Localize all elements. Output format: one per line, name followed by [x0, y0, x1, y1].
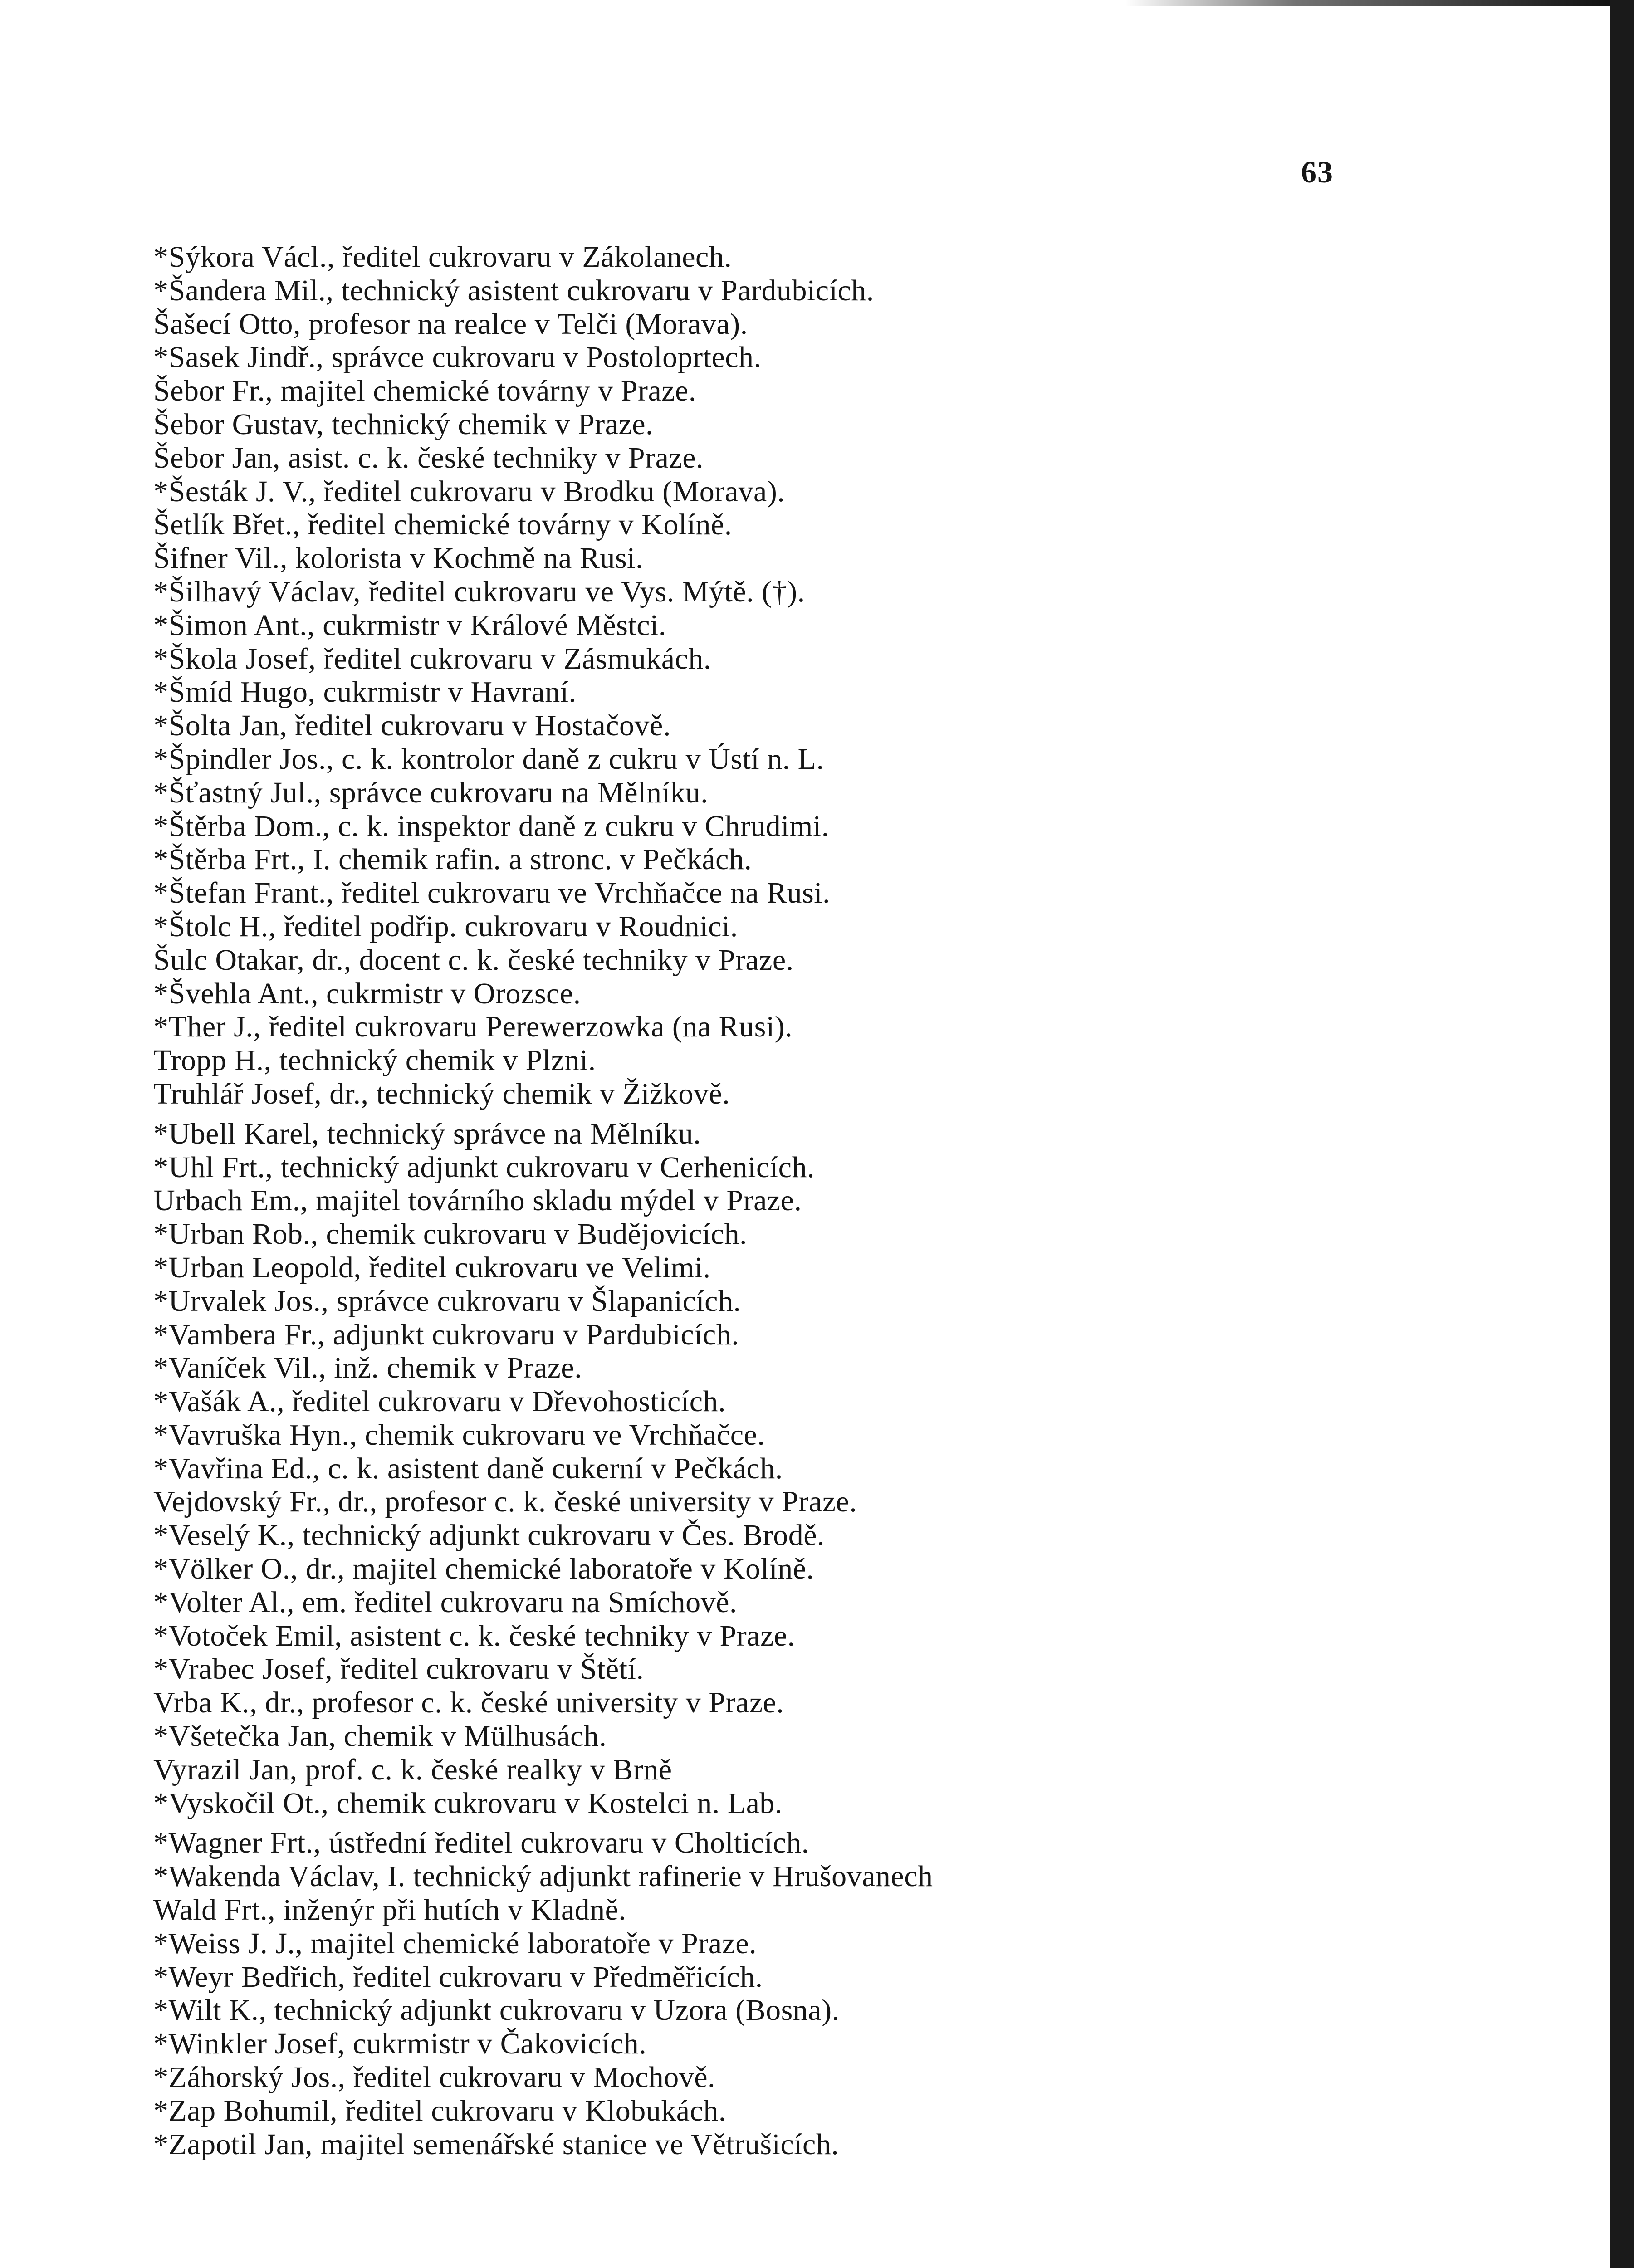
list-item: Wald Frt., inženýr při hutích v Kladně.	[153, 1893, 626, 1927]
list-item: *Zapotil Jan, majitel semenářské stanice ve Větrušicích.	[153, 2127, 839, 2161]
scan-edge-right	[1610, 0, 1634, 2268]
list-item: *Šťastný Jul., správce cukrovaru na Mělníku.	[153, 776, 709, 809]
list-item: *Zap Bohumil, ředitel cukrovaru v Klobukách.	[153, 2094, 726, 2127]
list-item: *Škola Josef, ředitel cukrovaru v Zásmukách.	[153, 642, 711, 675]
list-item: *Wakenda Václav, I. technický adjunkt rafinerie v Hrušovanech	[153, 1860, 933, 1893]
scan-edge-top	[1125, 0, 1610, 6]
list-item: Šetlík Břet., ředitel chemické továrny v Kolíně.	[153, 508, 732, 542]
list-item: *Ther J., ředitel cukrovaru Perewerzowka (na Rusi).	[153, 1010, 793, 1044]
list-item: *Šandera Mil., technický asistent cukrovaru v Pardubicích.	[153, 274, 874, 307]
list-item: Šebor Fr., majitel chemické továrny v Praze.	[153, 374, 696, 408]
list-item: Šulc Otakar, dr., docent c. k. české techniky v Praze.	[153, 943, 794, 977]
list-item: *Šilhavý Václav, ředitel cukrovaru ve Vys. Mýtě. (†).	[153, 575, 805, 608]
list-item: Urbach Em., majitel továrního skladu mýdel v Praze.	[153, 1184, 802, 1217]
list-item: Tropp H., technický chemik v Plzni.	[153, 1044, 596, 1077]
list-item: *Šimon Ant., cukrmistr v Králové Městci.	[153, 608, 666, 642]
list-item: *Šesták J. V., ředitel cukrovaru v Brodku (Morava).	[153, 474, 785, 508]
list-item: *Weiss J. J., majitel chemické laboratoře v Praze.	[153, 1926, 757, 1960]
list-item: *Sýkora Václ., ředitel cukrovaru v Zákolanech.	[153, 240, 732, 274]
page-number: 63	[1301, 155, 1334, 189]
list-item: *Wagner Frt., ústřední ředitel cukrovaru v Cholticích.	[153, 1826, 809, 1860]
list-item: *Vaníček Vil., inž. chemik v Praze.	[153, 1351, 582, 1385]
list-item: *Ubell Karel, technický správce na Mělníku.	[153, 1117, 701, 1150]
list-item: *Völker O., dr., majitel chemické laboratoře v Kolíně.	[153, 1552, 814, 1586]
list-item: *Vavřina Ed., c. k. asistent daně cukerní v Pečkách.	[153, 1452, 783, 1485]
list-item: *Záhorský Jos., ředitel cukrovaru v Mochově.	[153, 2061, 716, 2094]
list-item: *Švehla Ant., cukrmistr v Orozsce.	[153, 977, 581, 1010]
list-item: *Sasek Jindř., správce cukrovaru v Postoloprtech.	[153, 341, 762, 374]
list-item: *Šolta Jan, ředitel cukrovaru v Hostačově.	[153, 709, 671, 743]
member-list	[153, 240, 1424, 2161]
list-item: *Urban Leopold, ředitel cukrovaru ve Velimi.	[153, 1251, 711, 1284]
list-item: *Vašák A., ředitel cukrovaru v Dřevohosticích.	[153, 1385, 726, 1418]
list-item: *Štěrba Frt., I. chemik rafin. a stronc. v Pečkách.	[153, 843, 752, 876]
list-item: Truhlář Josef, dr., technický chemik v Žižkově.	[153, 1077, 730, 1110]
list-item: Šašecí Otto, profesor na realce v Telči (Morava).	[153, 307, 748, 341]
list-item: *Votoček Emil, asistent c. k. české techniky v Praze.	[153, 1619, 795, 1652]
list-item: *Všetečka Jan, chemik v Mülhusách.	[153, 1720, 607, 1753]
list-item: Vrba K., dr., profesor c. k. české university v Praze.	[153, 1686, 784, 1720]
list-item: *Vavruška Hyn., chemik cukrovaru ve Vrchňačce.	[153, 1418, 765, 1452]
list-item: *Wilt K., technický adjunkt cukrovaru v Uzora (Bosna).	[153, 1994, 840, 2027]
list-item: Šifner Vil., kolorista v Kochmě na Rusi.	[153, 542, 643, 575]
list-item: *Weyr Bedřich, ředitel cukrovaru v Předměřicích.	[153, 1960, 763, 1994]
list-item: *Uhl Frt., technický adjunkt cukrovaru v Cerhenicích.	[153, 1150, 815, 1184]
list-item: *Winkler Josef, cukrmistr v Čakovicích.	[153, 2027, 647, 2061]
list-item: *Vrabec Josef, ředitel cukrovaru v Štětí.	[153, 1652, 644, 1686]
list-item: Šebor Gustav, technický chemik v Praze.	[153, 407, 654, 441]
list-item: *Vambera Fr., adjunkt cukrovaru v Pardubicích.	[153, 1318, 739, 1351]
list-item: *Štěrba Dom., c. k. inspektor daně z cukru v Chrudimi.	[153, 809, 829, 843]
list-item: *Urvalek Jos., správce cukrovaru v Šlapanicích.	[153, 1284, 741, 1318]
list-item: Vyrazil Jan, prof. c. k. české realky v Brně	[153, 1753, 672, 1786]
list-item: *Šmíd Hugo, cukrmistr v Havraní.	[153, 675, 577, 709]
list-item: *Štolc H., ředitel podřip. cukrovaru v Roudnici.	[153, 909, 738, 943]
list-item: *Špindler Jos., c. k. kontrolor daně z cukru v Ústí n. L.	[153, 742, 824, 776]
list-item: Šebor Jan, asist. c. k. české techniky v Praze.	[153, 441, 704, 474]
list-item: *Urban Rob., chemik cukrovaru v Budějovicích.	[153, 1217, 748, 1251]
list-item: Vejdovský Fr., dr., profesor c. k. české university v Praze.	[153, 1485, 857, 1519]
list-item: *Volter Al., em. ředitel cukrovaru na Smíchově.	[153, 1585, 737, 1619]
list-item: *Veselý K., technický adjunkt cukrovaru v Čes. Brodě.	[153, 1519, 825, 1552]
list-item: *Štefan Frant., ředitel cukrovaru ve Vrchňačce na Rusi.	[153, 876, 831, 910]
list-item: *Vyskočil Ot., chemik cukrovaru v Kostelci n. Lab.	[153, 1786, 783, 1820]
